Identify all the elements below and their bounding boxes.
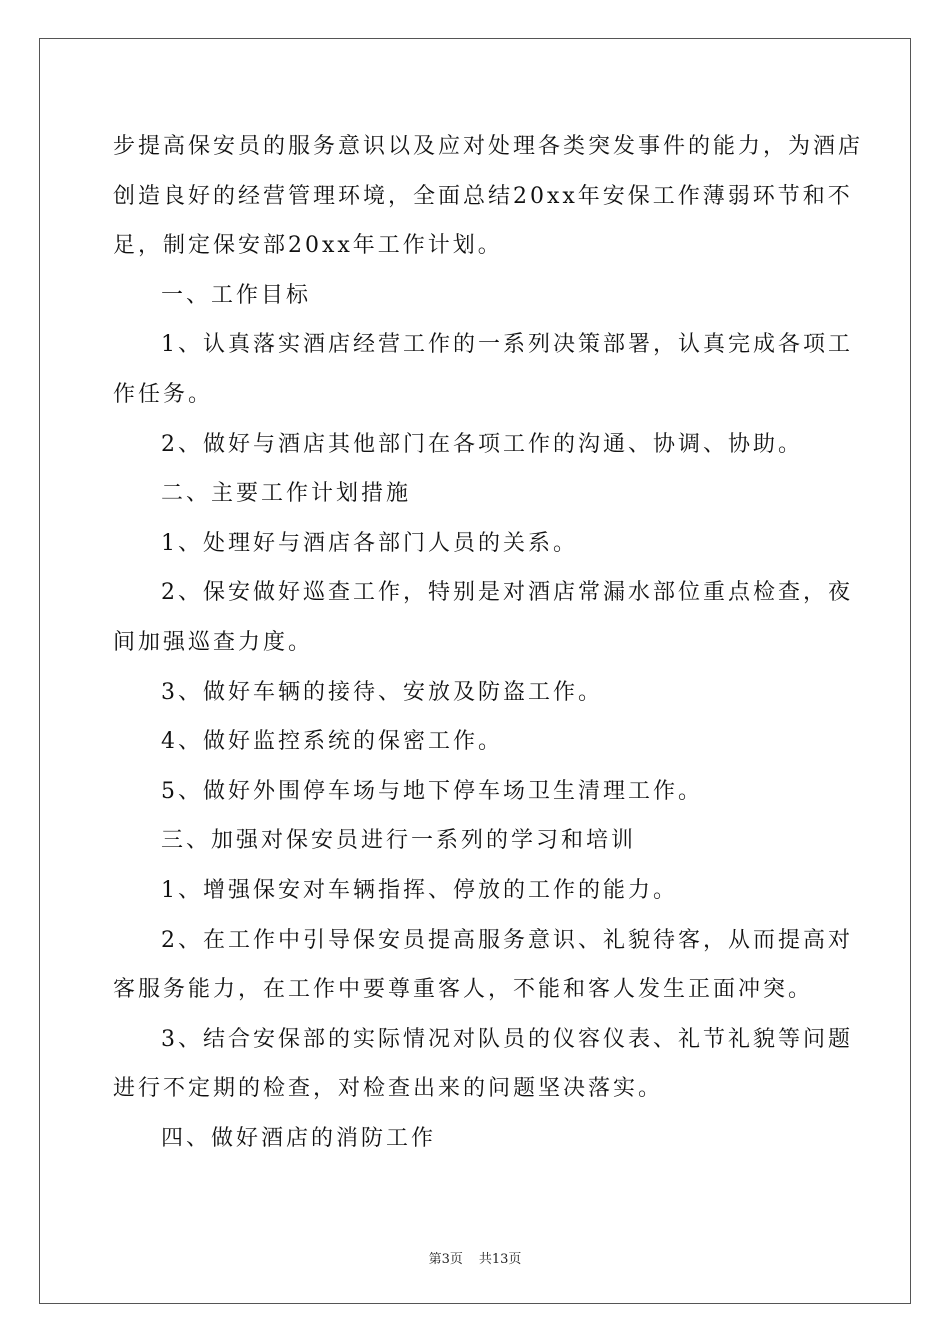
- paragraph-line: 客服务能力，在工作中要尊重客人，不能和客人发生正面冲突。: [113, 977, 814, 1003]
- document-body: [113, 122, 864, 1163]
- paragraph-line: 2、在工作中引导保安员提高服务意识、礼貌待客，从而提高对: [161, 927, 853, 953]
- paragraph-line: 2、保安做好巡查工作，特别是对酒店常漏水部位重点检查，夜: [161, 580, 853, 606]
- paragraph-line: 间加强巡查力度。: [113, 629, 314, 655]
- paragraph-line: 5、做好外围停车场与地下停车场卫生清理工作。: [161, 778, 703, 804]
- paragraph-line: 1、处理好与酒店各部门人员的关系。: [161, 530, 578, 556]
- paragraph-line: 步提高保安员的服务意识以及应对处理各类突发事件的能力，为酒店: [113, 134, 864, 159]
- paragraph-line: 四、做好酒店的消防工作: [161, 1125, 437, 1151]
- paragraph-line: 1、认真落实酒店经营工作的一系列决策部署，认真完成各项工: [161, 332, 853, 358]
- paragraph-line: 创造良好的经营管理环境，全面总结20xx年安保工作薄弱环节和不: [113, 183, 853, 209]
- total-pages-label: 共13页: [478, 1252, 522, 1267]
- paragraph-line: 2、做好与酒店其他部门在各项工作的沟通、协调、协助。: [161, 431, 803, 457]
- paragraph-line: 1、增强保安对车辆指挥、停放的工作的能力。: [161, 877, 678, 903]
- paragraph-line: 3、结合安保部的实际情况对队员的仪容仪表、礼节礼貌等问题: [161, 1026, 853, 1052]
- paragraph-line: 一、工作目标: [161, 282, 312, 308]
- paragraph-line: 进行不定期的检查，对检查出来的问题坚决落实。: [113, 1076, 664, 1102]
- paragraph-line: 3、做好车辆的接待、安放及防盗工作。: [161, 679, 603, 705]
- paragraph-line: 足，制定保安部20xx年工作计划。: [113, 233, 503, 259]
- paragraph-line: 作任务。: [113, 381, 214, 407]
- paragraph-line: 4、做好监控系统的保密工作。: [161, 729, 503, 755]
- current-page-label: 第3页: [428, 1252, 463, 1267]
- paragraph-line: 二、主要工作计划措施: [161, 481, 412, 507]
- page-footer: [0, 1248, 950, 1267]
- paragraph-line: 三、加强对保安员进行一系列的学习和培训: [161, 828, 637, 854]
